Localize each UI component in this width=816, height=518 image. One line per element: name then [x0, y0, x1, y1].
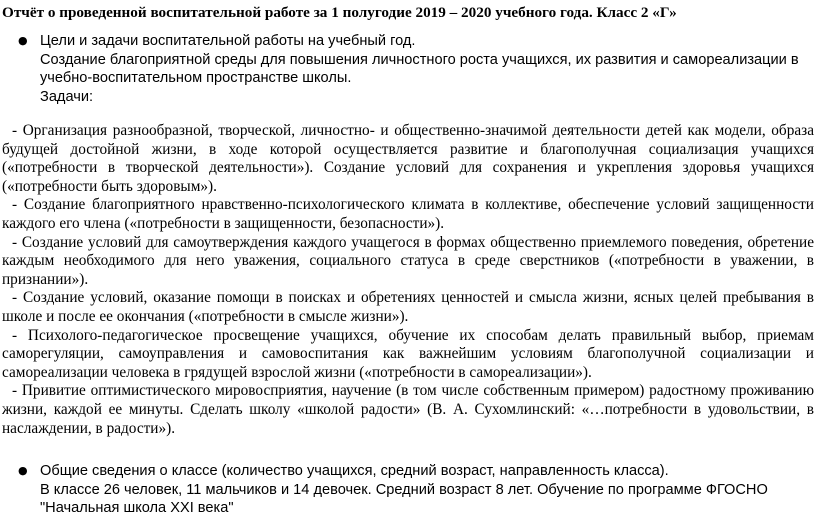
goals-heading: Цели и задачи воспитательной работы на учебный год. [40, 33, 416, 49]
task-item: - Создание благоприятного нравственно-психологического климата в коллективе, обеспечение условий защищенности каждого его члена («потребности в защищенности, безопасности»). [2, 196, 814, 232]
task-item: - Создание условий для самоутверждения каждого учащегося в формах общественно приемлемого поведения, обретение каждым необходимого для него уважения, социального статуса в среде сверстников («потребности в уважении, в признании»). [2, 233, 814, 288]
page-title: Отчёт о проведенной воспитательной работе за 1 полугодие 2019 – 2020 учебного года. Класс 2 «Г» [2, 4, 677, 21]
task-item: - Психолого-педагогическое просвещение учащихся, обучение их способам делать правильный выбор, приемам саморегуляции, самоуправления и самовоспитания как важнейшим условиям благополучной социализации и самореализации человека в грядущей взрослой жизни («потребности в самореализации»). [2, 326, 814, 381]
class-info-section [40, 462, 816, 518]
task-item: - Привитие оптимистического мировосприятия, научение (в том числе собственным примером) радостному проживанию жизни, каждой ее минуты. Сделать школу «школой радости» (В. А. Сухомлинский: «…потребности в удовольствии, в наслаждении, в радости»). [2, 382, 814, 437]
class-info-line: "Начальная школа XXI века" [40, 500, 234, 516]
bullet-icon: ● [18, 464, 28, 477]
goals-text-line: учебно-воспитательном пространстве школы. [40, 70, 352, 86]
task-item: - Создание условий, оказание помощи в поисках и обретениях ценностей и смысла жизни, ясных целей пребывания в школе и после ее окончания («потребности в смысле жизни»). [2, 289, 814, 325]
tasks-list [2, 122, 814, 438]
goals-text-line: Создание благоприятной среды для повышения личностного роста учащихся, их развития и самореализации в [40, 51, 799, 68]
task-item: - Организация разнообразной, творческой, личностно- и общественно-значимой деятельности детей как модели, образа будущей достойной жизни, в ходе которой осуществляется развитие и благополучная социализация учащихся («потребности в творческой деятельности»). Создание условий для сохранения и укрепления здоровья учащихся («потребности быть здоровым»). [2, 122, 814, 195]
bullet-icon: ● [18, 34, 28, 47]
class-info-heading: Общие сведения о классе (количество учащихся, средний возраст, направленность класса). [40, 463, 669, 479]
class-info-line: В классе 26 человек, 11 мальчиков и 14 девочек. Средний возраст 8 лет. Обучение по программе ФГОСНО [40, 481, 768, 498]
goals-section [40, 32, 816, 106]
tasks-label: Задачи: [40, 88, 94, 105]
